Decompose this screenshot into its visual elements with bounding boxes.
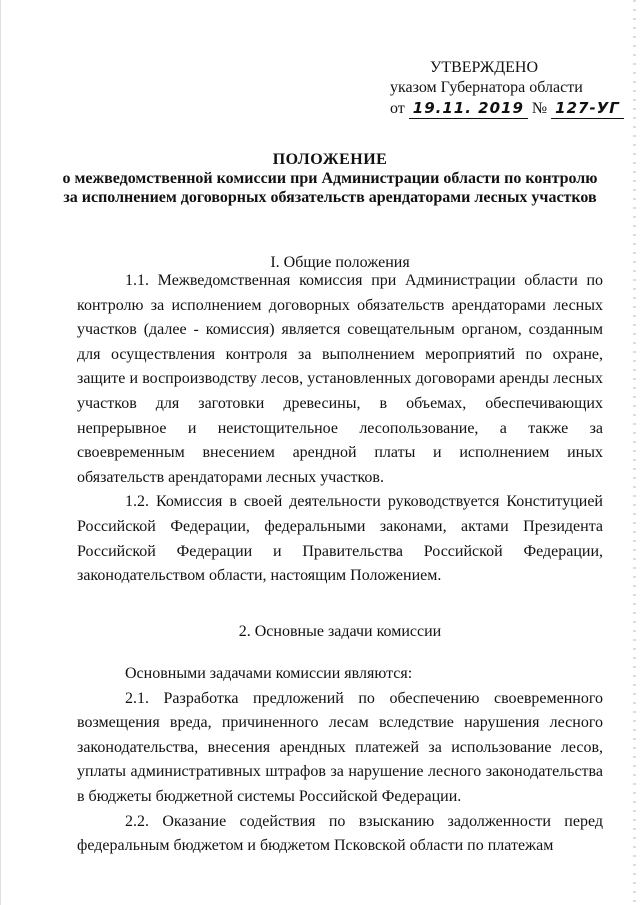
approval-date-line <box>390 98 620 119</box>
title-line-2: о межведомственной комиссии при Администрации области по контролю <box>62 170 598 187</box>
approval-date: 19.11. 2019 <box>409 98 528 119</box>
approval-heading: УТВЕРЖДЕНО <box>430 59 539 76</box>
page-edge-right <box>633 0 636 905</box>
approval-number-sign: № <box>531 100 548 117</box>
approval-number: 127-УГ <box>551 98 624 119</box>
section-2-intro: Основными задачами комиссии являются: <box>125 665 413 682</box>
page-edge-left <box>0 0 1 905</box>
section-1-body <box>77 269 603 589</box>
title-line-3: за исполнением договорных обязательств арендаторами лесных участков <box>63 189 597 206</box>
clause-1-2: 1.2. Комиссия в своей деятельности руководствуется Конституцией Российской Федерации, федеральными законами, актами Президента Российской Федерации и Правительства Российской Федерации, законодательством области, настоящим Положением. <box>77 493 603 585</box>
section-1-heading: I. Общие положения <box>270 254 410 271</box>
document-title <box>60 150 600 207</box>
clause-2-1: 2.1. Разработка предложений по обеспечению своевременного возмещения вреда, причиненного лесам вследствие нарушения лесного законодательства, внесения арендных платежей за использование лесов, уплаты административных штрафов за нарушение лесного законодательства в бюджеты бюджетной системы Российской Федерации. <box>77 689 603 805</box>
clause-1-1: 1.1. Межведомственная комиссия при Администрации области по контролю за исполнением договорных обязательств арендаторами лесных участков (далее - комиссия) является совещательным органом, созданным для осуществления контроля за выполнением мероприятий по охране, защите и воспроизводству лесов, установленных договорами аренды лесных участков для заготовки древесины, в объемах, обеспечивающих непрерывное и неистощительное лесопользование, а также за своевременным внесением арендной платы и исполнением иных обязательств арендаторами лесных участков. <box>77 272 603 486</box>
clause-2-2: 2.2. Оказание содействия по взысканию задолженности перед федеральным бюджетом и бюджетом Псковской области по платежам <box>77 812 603 855</box>
approval-block <box>390 58 620 119</box>
approval-authority: указом Губернатора области <box>390 79 583 96</box>
section-2-body <box>77 662 603 859</box>
section-2-heading: 2. Основные задачи комиссии <box>238 623 442 640</box>
title-heading: ПОЛОЖЕНИЕ <box>272 151 388 168</box>
approval-ot: от <box>390 100 405 117</box>
